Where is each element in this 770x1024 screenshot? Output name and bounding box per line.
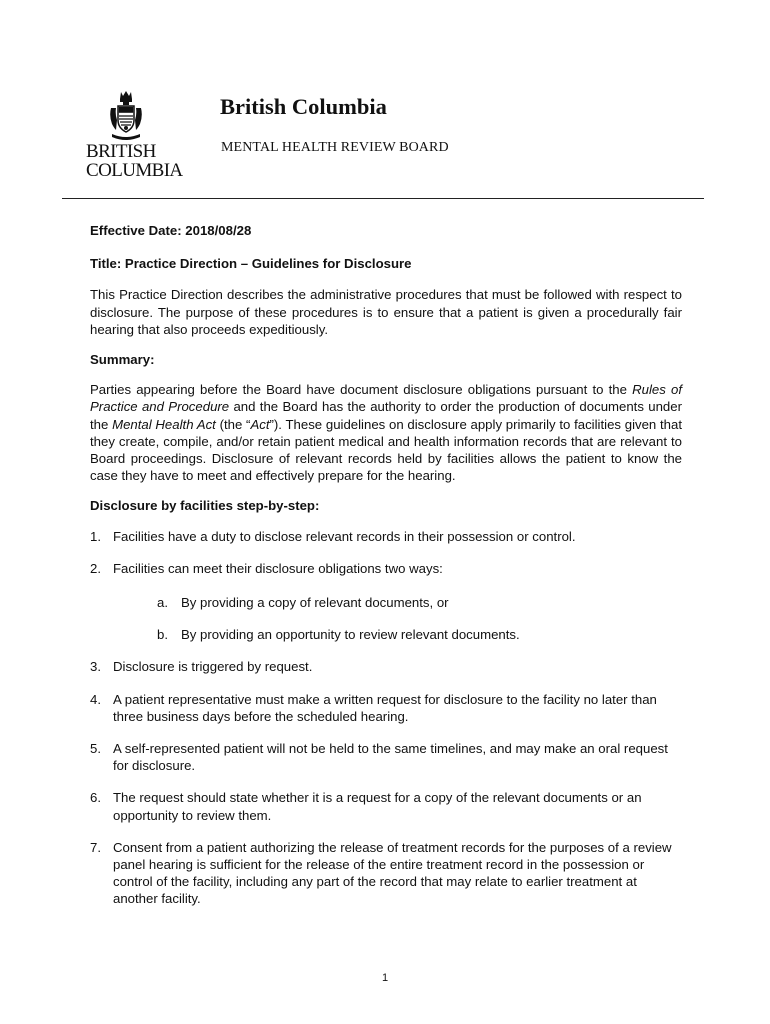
list-item (90, 740, 682, 774)
sub-list-item-text: By providing an opportunity to review relevant documents. (181, 627, 520, 643)
logo-wordmark (86, 142, 183, 180)
list-item (90, 691, 682, 725)
bc-government-logo (84, 86, 183, 182)
list-item-number: 1. (90, 528, 101, 544)
summary-italic-act: Act (250, 416, 270, 432)
sub-list-item (113, 626, 682, 643)
logo-wordmark-line1: BRITISH (86, 141, 156, 162)
steps-list (90, 528, 682, 908)
summary-heading: Summary: (90, 352, 155, 368)
sub-list-item-text: By providing a copy of relevant documents, or (181, 595, 449, 611)
list-item-number: 7. (90, 839, 101, 855)
coat-of-arms-icon (108, 90, 144, 142)
letterhead-divider (62, 198, 704, 199)
list-item-text: The request should state whether it is a request for a copy of the relevant documents or an opportunity to review them. (113, 790, 642, 823)
summary-text: Parties appearing before the Board have document disclosure obligations pursuant to the (90, 382, 633, 398)
letterhead-subtitle: MENTAL HEALTH REVIEW BOARD (221, 140, 449, 155)
document-title: Title: Practice Direction – Guidelines for Disclosure (90, 256, 412, 272)
list-item-number: 5. (90, 741, 101, 757)
sub-list (113, 594, 682, 643)
sub-list-item-letter: a. (157, 595, 168, 611)
summary-paragraph (90, 381, 682, 484)
list-item-number: 4. (90, 691, 101, 707)
list-item (90, 528, 682, 545)
summary-text: ”). These guidelines on disclosure apply primarily to facilities given that they create, compile, and/or retain patient medical and health information records that are relevant to Board proceedings. Disclosure of relevant records held by facilities allows the patient to know the case they have to meet and effectively prepare for the hearing. (90, 416, 683, 484)
summary-italic-act-name: Mental Health Act (112, 416, 216, 432)
list-item-text: A patient representative must make a written request for disclosure to the facility no later than three business days before the scheduled hearing. (113, 691, 657, 724)
effective-date: Effective Date: 2018/08/28 (90, 223, 252, 238)
page-number: 1 (381, 972, 389, 984)
list-item-text: A self-represented patient will not be held to the same timelines, and may make an oral request for disclosure. (113, 741, 668, 774)
list-item-number: 2. (90, 560, 101, 576)
summary-text: (the “ (215, 416, 251, 432)
list-item-text: Facilities have a duty to disclose relevant records in their possession or control. (113, 528, 576, 544)
sub-list-item (113, 594, 682, 611)
list-item-number: 3. (90, 659, 101, 675)
list-item (90, 789, 682, 823)
list-item (90, 658, 682, 675)
list-item-text: Consent from a patient authorizing the release of treatment records for the purposes of a review panel hearing is sufficient for the release of the entire treatment record in the possession or control of the facility, including any part of the record that may relate to earlier treatment at another facility. (113, 839, 672, 907)
intro-paragraph: This Practice Direction describes the administrative procedures that must be followed with respect to disclosure. The purpose of these procedures is to ensure that a patient is given a procedurally fair hearing that also proceeds expeditiously. (90, 287, 682, 337)
summary-text: and the Board has the authority to order the production of documents under the (90, 399, 682, 432)
summary-italic-rules: Rules of Practice and Procedure (90, 382, 682, 415)
list-item-text: Facilities can meet their disclosure obligations two ways: (113, 560, 443, 576)
logo-wordmark-line2: COLUMBIA (86, 160, 183, 181)
list-item-number: 6. (90, 790, 101, 806)
letterhead-title: British Columbia (220, 94, 387, 119)
steps-heading: Disclosure by facilities step-by-step: (90, 498, 320, 514)
list-item-text: Disclosure is triggered by request. (113, 659, 313, 675)
list-item (90, 560, 682, 644)
list-item (90, 839, 682, 908)
document-body (90, 222, 682, 923)
sub-list-item-letter: b. (157, 627, 168, 643)
